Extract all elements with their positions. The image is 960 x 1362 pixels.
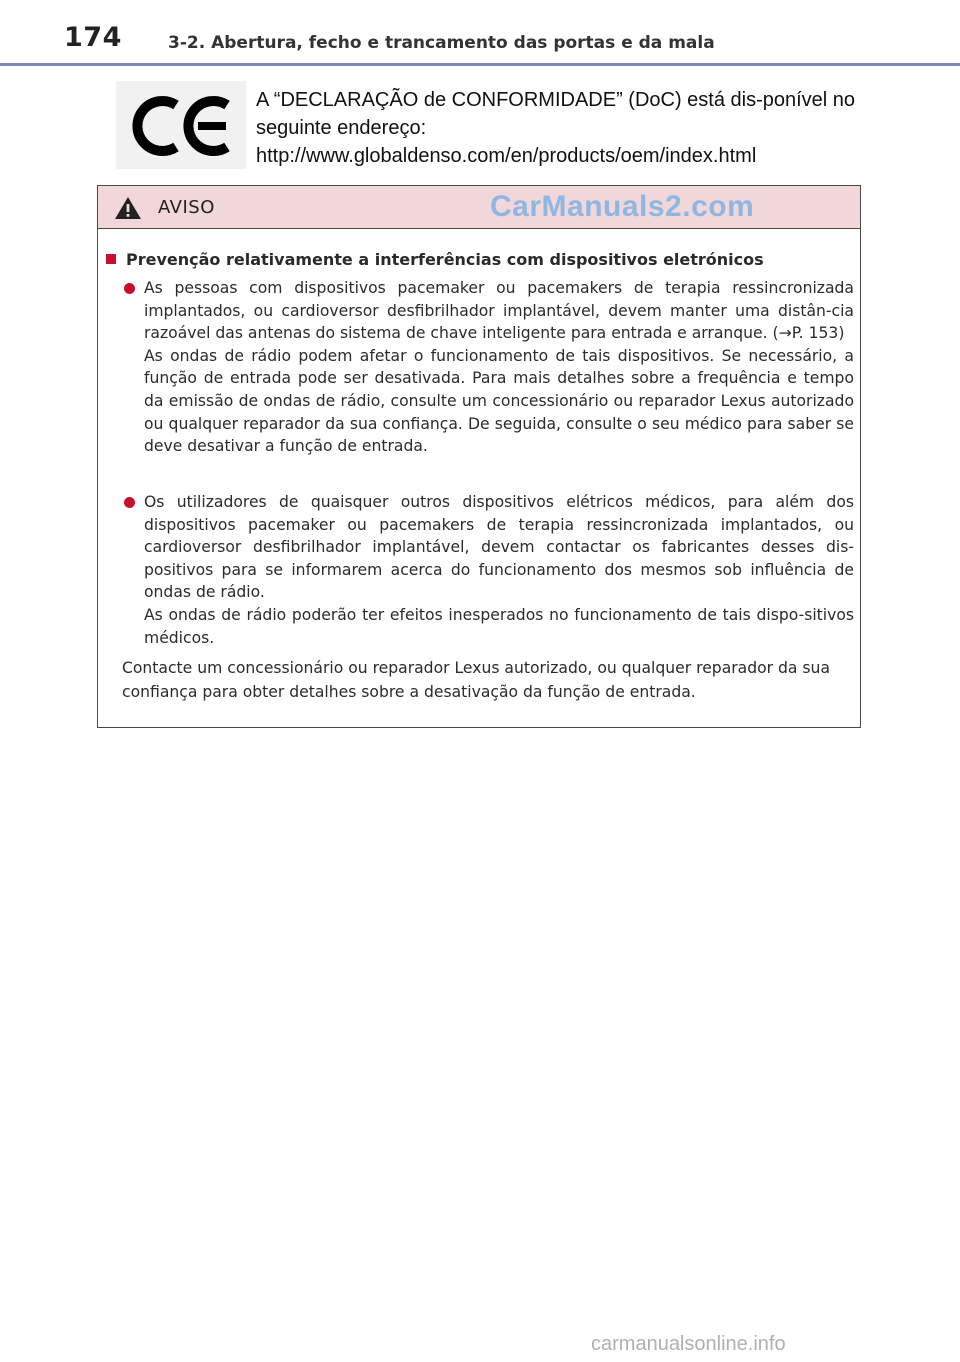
watermark-text: CarManuals2.com bbox=[490, 190, 755, 223]
warning-header bbox=[98, 186, 860, 229]
round-bullet-icon bbox=[124, 497, 135, 508]
warning-label: AVISO bbox=[158, 197, 215, 218]
warning-subheading-text: Prevenção relativamente a interferências com dispositivos eletrónicos bbox=[126, 250, 764, 269]
paragraph: As ondas de rádio poderão ter efeitos inesperados no funcionamento de tais dispo-sitivos médicos. bbox=[144, 605, 854, 647]
header-divider bbox=[0, 63, 960, 66]
paragraph: As ondas de rádio podem afetar o funcionamento de tais dispositivos. Se necessário, a função de entrada pode ser desativada. Para mais detalhes sobre a frequência e tempo da emissão de ondas de rádio, consulte um concessionário ou reparador Lexus autorizado ou qualquer reparador da sua confiança. De seguida, consulte o seu médico para saber se deve desativar a função de entrada. bbox=[144, 346, 854, 456]
declaration-of-conformity-text: A “DECLARAÇÃO de CONFORMIDADE” (DoC) está dis-ponível no seguinte endereço: http://www.globaldenso.com/en/products/oem/index.html bbox=[256, 89, 856, 167]
list-item bbox=[124, 277, 854, 458]
page-number: 174 bbox=[64, 22, 122, 53]
warning-triangle-icon bbox=[114, 196, 142, 220]
warning-box bbox=[97, 185, 861, 728]
footer-watermark: carmanualsonline.info bbox=[591, 1333, 786, 1355]
paragraph: Os utilizadores de quaisquer outros dispositivos elétricos médicos, para além dos dispositivos pacemaker ou pacemakers de terapia ressincronizada implantados, ou cardioversor desfibrilhador implantável, devem contactar os fabricantes desses dis-positivos para se informarem acerca do funcionamento dos mesmos sob influência de ondas de rádio. bbox=[144, 493, 854, 602]
section-title: 3-2. Abertura, fecho e trancamento das portas e da mala bbox=[168, 33, 715, 53]
square-bullet-icon bbox=[106, 254, 116, 264]
paragraph: As pessoas com dispositivos pacemaker ou pacemakers de terapia ressincronizada implantados, ou cardioversor desfibrilhador implantável, devem manter uma distân-cia razoável das antenas do sistema de chave inteligente para entrada e arranque. (→P. 153) bbox=[144, 279, 854, 343]
closing-paragraph: Contacte um concessionário ou reparador Lexus autorizado, ou qualquer reparador da sua confiança para obter detalhes sobre a desativação da função de entrada. bbox=[122, 659, 830, 701]
warning-subheading bbox=[106, 250, 846, 269]
list-item bbox=[124, 491, 854, 649]
ce-mark-logo bbox=[116, 81, 246, 169]
page-header bbox=[0, 0, 960, 66]
round-bullet-icon bbox=[124, 283, 135, 294]
